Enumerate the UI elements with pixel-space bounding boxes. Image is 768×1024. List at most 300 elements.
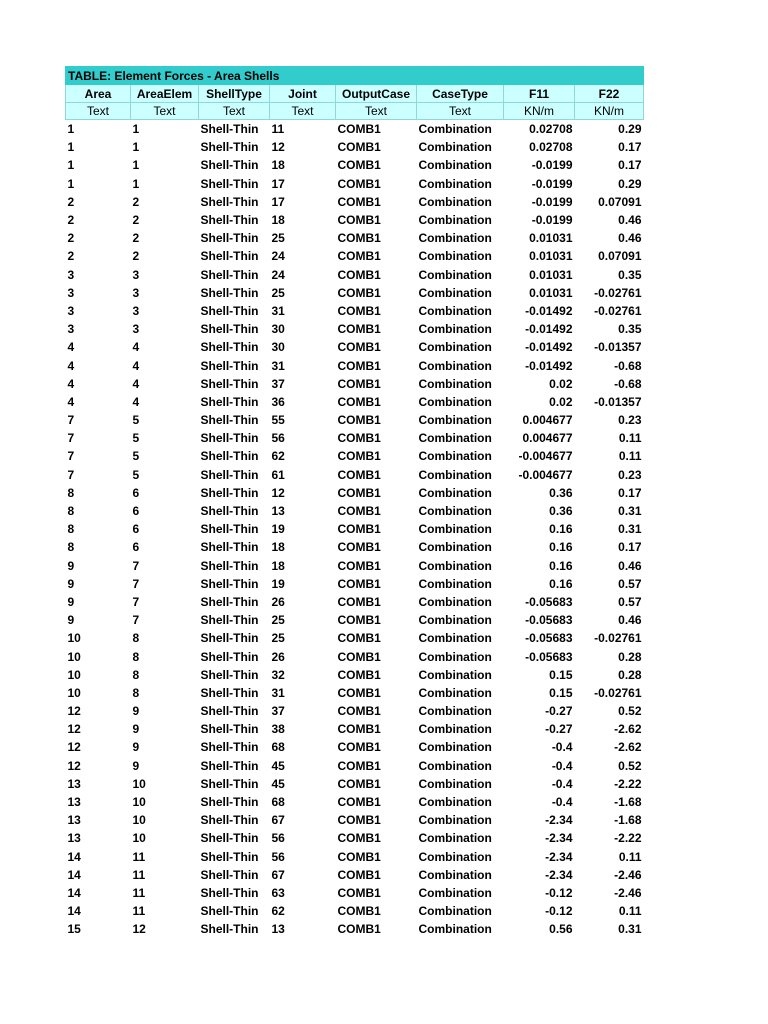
table-row	[66, 647, 644, 665]
f22-cell: 0.11	[618, 449, 642, 464]
joint-cell: 68	[271, 740, 285, 755]
f22-cell: -2.62	[614, 740, 642, 755]
areaelem-cell: 5	[132, 467, 140, 482]
area-cell: 2	[67, 231, 75, 246]
casetype-cell: Combination	[418, 158, 492, 173]
areaelem-cell: 6	[132, 522, 140, 537]
f11-cell: 0.01031	[529, 267, 573, 282]
joint-cell: 25	[271, 285, 285, 300]
area-cell: 4	[67, 376, 75, 391]
area-cell: 14	[67, 885, 81, 900]
table-row	[66, 702, 644, 720]
column-header-area: Area	[66, 85, 131, 103]
shelltype-cell: Shell-Thin	[200, 285, 259, 300]
column-header-outputcase: OutputCase	[336, 85, 417, 103]
f11-cell: -0.004677	[518, 449, 573, 464]
outputcase-cell: COMB1	[337, 431, 381, 446]
area-cell: 9	[67, 613, 75, 628]
f22-cell: -0.02761	[594, 285, 642, 300]
shelltype-cell: Shell-Thin	[200, 576, 259, 591]
area-cell: 7	[67, 449, 75, 464]
f22-cell: 0.17	[618, 485, 642, 500]
f22-cell: 0.35	[618, 322, 642, 337]
joint-cell: 45	[271, 758, 285, 773]
joint-cell: 13	[271, 504, 285, 519]
casetype-cell: Combination	[418, 722, 492, 737]
area-cell: 12	[67, 740, 81, 755]
area-cell: 1	[67, 158, 75, 173]
casetype-cell: Combination	[418, 558, 492, 573]
f22-cell: -2.46	[614, 867, 642, 882]
f22-cell: -1.68	[614, 795, 642, 810]
table-row	[66, 193, 644, 211]
shelltype-cell: Shell-Thin	[200, 431, 259, 446]
table-row	[66, 320, 644, 338]
shelltype-cell: Shell-Thin	[200, 213, 259, 228]
shelltype-cell: Shell-Thin	[200, 413, 259, 428]
shelltype-cell: Shell-Thin	[200, 813, 259, 828]
casetype-cell: Combination	[418, 449, 492, 464]
table-row	[66, 284, 644, 302]
f11-cell: 0.16	[549, 540, 573, 555]
outputcase-cell: COMB1	[337, 558, 381, 573]
f22-cell: -0.68	[614, 376, 642, 391]
f11-cell: -0.01492	[525, 358, 573, 373]
areaelem-cell: 3	[132, 285, 140, 300]
f22-cell: 0.11	[618, 849, 642, 864]
outputcase-cell: COMB1	[337, 795, 381, 810]
areaelem-cell: 3	[132, 322, 140, 337]
f22-cell: -0.02761	[594, 685, 642, 700]
joint-cell: 31	[271, 685, 285, 700]
f11-cell: 0.56	[549, 922, 573, 937]
joint-cell: 31	[271, 303, 285, 318]
table-row	[66, 229, 644, 247]
f11-cell: 0.15	[549, 667, 573, 682]
casetype-cell: Combination	[418, 431, 492, 446]
joint-cell: 13	[271, 922, 285, 937]
casetype-cell: Combination	[418, 685, 492, 700]
casetype-cell: Combination	[418, 140, 492, 155]
joint-cell: 56	[271, 431, 285, 446]
casetype-cell: Combination	[418, 467, 492, 482]
f22-cell: 0.23	[618, 467, 642, 482]
area-cell: 3	[67, 267, 75, 282]
f22-cell: 0.57	[618, 594, 642, 609]
f11-cell: -2.34	[545, 831, 573, 846]
casetype-cell: Combination	[418, 831, 492, 846]
casetype-cell: Combination	[418, 576, 492, 591]
table-row	[66, 502, 644, 520]
table-row	[66, 775, 644, 793]
joint-cell: 67	[271, 867, 285, 882]
joint-cell: 38	[271, 722, 285, 737]
f11-cell: -0.05683	[525, 613, 573, 628]
f11-cell: 0.004677	[522, 431, 573, 446]
f22-cell: 0.46	[618, 613, 642, 628]
areaelem-cell: 11	[132, 867, 146, 882]
outputcase-cell: COMB1	[337, 594, 381, 609]
area-cell: 14	[67, 867, 81, 882]
area-cell: 15	[67, 922, 81, 937]
area-cell: 1	[67, 122, 75, 137]
f11-cell: 0.36	[549, 485, 573, 500]
f11-cell: -0.0199	[531, 176, 573, 191]
area-cell: 12	[67, 704, 81, 719]
outputcase-cell: COMB1	[337, 667, 381, 682]
outputcase-cell: COMB1	[337, 213, 381, 228]
table-row	[66, 211, 644, 229]
column-header-casetype: CaseType	[417, 85, 504, 103]
areaelem-cell: 9	[132, 740, 140, 755]
casetype-cell: Combination	[418, 322, 492, 337]
joint-cell: 62	[271, 904, 285, 919]
joint-cell: 17	[271, 194, 285, 209]
table-row	[66, 920, 644, 938]
outputcase-cell: COMB1	[337, 504, 381, 519]
outputcase-cell: COMB1	[337, 758, 381, 773]
outputcase-cell: COMB1	[337, 722, 381, 737]
area-cell: 3	[67, 285, 75, 300]
casetype-cell: Combination	[418, 631, 492, 646]
shelltype-cell: Shell-Thin	[200, 122, 259, 137]
f22-cell: 0.46	[618, 213, 642, 228]
casetype-cell: Combination	[418, 904, 492, 919]
areaelem-cell: 1	[132, 122, 140, 137]
table-row	[66, 120, 644, 139]
areaelem-cell: 11	[132, 849, 146, 864]
area-cell: 14	[67, 849, 81, 864]
outputcase-cell: COMB1	[337, 522, 381, 537]
area-cell: 9	[67, 558, 75, 573]
outputcase-cell: COMB1	[337, 122, 381, 137]
joint-cell: 62	[271, 449, 285, 464]
shelltype-cell: Shell-Thin	[200, 231, 259, 246]
unit-f11: KN/m	[504, 103, 575, 120]
casetype-cell: Combination	[418, 758, 492, 773]
areaelem-cell: 7	[132, 558, 140, 573]
unit-joint: Text	[270, 103, 336, 120]
area-cell: 12	[67, 758, 81, 773]
outputcase-cell: COMB1	[337, 322, 381, 337]
outputcase-cell: COMB1	[337, 740, 381, 755]
table-row	[66, 575, 644, 593]
joint-cell: 61	[271, 467, 285, 482]
table-row	[66, 720, 644, 738]
shelltype-cell: Shell-Thin	[200, 649, 259, 664]
area-cell: 8	[67, 540, 75, 555]
f11-cell: 0.02708	[529, 122, 573, 137]
joint-cell: 68	[271, 795, 285, 810]
shelltype-cell: Shell-Thin	[200, 922, 259, 937]
joint-cell: 36	[271, 394, 285, 409]
table-row	[66, 538, 644, 556]
areaelem-cell: 2	[132, 213, 140, 228]
areaelem-cell: 4	[132, 340, 140, 355]
areaelem-cell: 2	[132, 231, 140, 246]
f11-cell: -0.004677	[518, 467, 573, 482]
table-row	[66, 375, 644, 393]
table-row	[66, 629, 644, 647]
table-row	[66, 866, 644, 884]
casetype-cell: Combination	[418, 540, 492, 555]
shelltype-cell: Shell-Thin	[200, 776, 259, 791]
outputcase-cell: COMB1	[337, 340, 381, 355]
areaelem-cell: 4	[132, 358, 140, 373]
f22-cell: 0.11	[618, 431, 642, 446]
joint-cell: 12	[271, 140, 285, 155]
f22-cell: -0.02761	[594, 631, 642, 646]
areaelem-cell: 4	[132, 394, 140, 409]
areaelem-cell: 3	[132, 303, 140, 318]
f11-cell: 0.01031	[529, 285, 573, 300]
f11-cell: -0.0199	[531, 194, 573, 209]
joint-cell: 18	[271, 158, 285, 173]
f22-cell: 0.29	[618, 176, 642, 191]
table-row	[66, 338, 644, 356]
f11-cell: -0.0199	[531, 213, 573, 228]
casetype-cell: Combination	[418, 340, 492, 355]
casetype-cell: Combination	[418, 176, 492, 191]
f11-cell: -0.27	[545, 722, 573, 737]
shelltype-cell: Shell-Thin	[200, 504, 259, 519]
areaelem-cell: 7	[132, 613, 140, 628]
joint-cell: 24	[271, 267, 285, 282]
shelltype-cell: Shell-Thin	[200, 540, 259, 555]
areaelem-cell: 4	[132, 376, 140, 391]
shelltype-cell: Shell-Thin	[200, 322, 259, 337]
joint-cell: 18	[271, 213, 285, 228]
outputcase-cell: COMB1	[337, 376, 381, 391]
shelltype-cell: Shell-Thin	[200, 249, 259, 264]
joint-cell: 30	[271, 340, 285, 355]
areaelem-cell: 8	[132, 631, 140, 646]
joint-cell: 11	[271, 122, 285, 137]
table-row	[66, 684, 644, 702]
f22-cell: 0.52	[618, 758, 642, 773]
f22-cell: -0.02761	[594, 303, 642, 318]
table-row	[66, 520, 644, 538]
unit-shelltype: Text	[199, 103, 270, 120]
shelltype-cell: Shell-Thin	[200, 849, 259, 864]
f22-cell: 0.46	[618, 558, 642, 573]
shelltype-cell: Shell-Thin	[200, 522, 259, 537]
joint-cell: 37	[271, 704, 285, 719]
area-cell: 13	[67, 813, 81, 828]
casetype-cell: Combination	[418, 613, 492, 628]
table-row	[66, 902, 644, 920]
casetype-cell: Combination	[418, 249, 492, 264]
area-cell: 1	[67, 140, 75, 155]
joint-cell: 30	[271, 322, 285, 337]
shelltype-cell: Shell-Thin	[200, 685, 259, 700]
areaelem-cell: 9	[132, 722, 140, 737]
areaelem-cell: 7	[132, 594, 140, 609]
casetype-cell: Combination	[418, 504, 492, 519]
areaelem-cell: 8	[132, 667, 140, 682]
areaelem-cell: 9	[132, 704, 140, 719]
units-row	[66, 103, 644, 120]
f11-cell: 0.16	[549, 522, 573, 537]
area-cell: 13	[67, 776, 81, 791]
shelltype-cell: Shell-Thin	[200, 467, 259, 482]
area-cell: 10	[67, 685, 81, 700]
f11-cell: 0.15	[549, 685, 573, 700]
areaelem-cell: 6	[132, 504, 140, 519]
f22-cell: -2.22	[614, 776, 642, 791]
f22-cell: 0.07091	[598, 194, 642, 209]
outputcase-cell: COMB1	[337, 904, 381, 919]
joint-cell: 25	[271, 631, 285, 646]
column-header-areaelem: AreaElem	[131, 85, 199, 103]
areaelem-cell: 5	[132, 431, 140, 446]
f11-cell: -0.4	[551, 758, 573, 773]
table-row	[66, 138, 644, 156]
casetype-cell: Combination	[418, 849, 492, 864]
outputcase-cell: COMB1	[337, 831, 381, 846]
shelltype-cell: Shell-Thin	[200, 267, 259, 282]
f11-cell: 0.01031	[529, 231, 573, 246]
f22-cell: 0.28	[618, 667, 642, 682]
area-cell: 8	[67, 485, 75, 500]
table-row	[66, 811, 644, 829]
areaelem-cell: 6	[132, 540, 140, 555]
f11-cell: -0.12	[545, 885, 573, 900]
casetype-cell: Combination	[418, 704, 492, 719]
table-row	[66, 247, 644, 265]
area-cell: 10	[67, 649, 81, 664]
element-forces-table	[65, 66, 644, 938]
outputcase-cell: COMB1	[337, 649, 381, 664]
table-row	[66, 266, 644, 284]
casetype-cell: Combination	[418, 485, 492, 500]
shelltype-cell: Shell-Thin	[200, 449, 259, 464]
outputcase-cell: COMB1	[337, 485, 381, 500]
joint-cell: 63	[271, 885, 285, 900]
joint-cell: 17	[271, 176, 285, 191]
f11-cell: -0.27	[545, 704, 573, 719]
table-row	[66, 848, 644, 866]
joint-cell: 56	[271, 849, 285, 864]
area-cell: 4	[67, 340, 75, 355]
outputcase-cell: COMB1	[337, 303, 381, 318]
casetype-cell: Combination	[418, 231, 492, 246]
joint-cell: 56	[271, 831, 285, 846]
shelltype-cell: Shell-Thin	[200, 176, 259, 191]
f11-cell: -2.34	[545, 867, 573, 882]
areaelem-cell: 11	[132, 885, 146, 900]
areaelem-cell: 3	[132, 267, 140, 282]
outputcase-cell: COMB1	[337, 449, 381, 464]
joint-cell: 26	[271, 649, 285, 664]
column-header-joint: Joint	[270, 85, 336, 103]
area-cell: 4	[67, 358, 75, 373]
outputcase-cell: COMB1	[337, 176, 381, 191]
area-cell: 4	[67, 394, 75, 409]
f11-cell: -0.4	[551, 740, 573, 755]
table-row	[66, 793, 644, 811]
area-cell: 7	[67, 467, 75, 482]
outputcase-cell: COMB1	[337, 813, 381, 828]
table-row	[66, 411, 644, 429]
table-row	[66, 447, 644, 465]
joint-cell: 12	[271, 485, 285, 500]
area-cell: 9	[67, 576, 75, 591]
f11-cell: -2.34	[545, 813, 573, 828]
outputcase-cell: COMB1	[337, 285, 381, 300]
joint-cell: 45	[271, 776, 285, 791]
table-row	[66, 302, 644, 320]
column-header-f11: F11	[504, 85, 575, 103]
f11-cell: 0.02	[549, 376, 573, 391]
area-cell: 8	[67, 504, 75, 519]
joint-cell: 25	[271, 613, 285, 628]
area-cell: 2	[67, 194, 75, 209]
casetype-cell: Combination	[418, 122, 492, 137]
areaelem-cell: 2	[132, 194, 140, 209]
f11-cell: 0.36	[549, 504, 573, 519]
outputcase-cell: COMB1	[337, 867, 381, 882]
shelltype-cell: Shell-Thin	[200, 795, 259, 810]
area-cell: 13	[67, 795, 81, 810]
table-row	[66, 175, 644, 193]
area-cell: 8	[67, 522, 75, 537]
outputcase-cell: COMB1	[337, 467, 381, 482]
f22-cell: -1.68	[614, 813, 642, 828]
unit-casetype: Text	[417, 103, 504, 120]
area-cell: 10	[67, 631, 81, 646]
f11-cell: 0.004677	[522, 413, 573, 428]
table-body	[66, 120, 644, 939]
areaelem-cell: 2	[132, 249, 140, 264]
unit-outputcase: Text	[336, 103, 417, 120]
outputcase-cell: COMB1	[337, 249, 381, 264]
table-row	[66, 484, 644, 502]
areaelem-cell: 7	[132, 576, 140, 591]
shelltype-cell: Shell-Thin	[200, 140, 259, 155]
f11-cell: -0.05683	[525, 649, 573, 664]
casetype-cell: Combination	[418, 413, 492, 428]
shelltype-cell: Shell-Thin	[200, 485, 259, 500]
casetype-cell: Combination	[418, 922, 492, 937]
table-row	[66, 466, 644, 484]
f22-cell: -0.68	[614, 358, 642, 373]
f22-cell: -2.62	[614, 722, 642, 737]
area-cell: 2	[67, 213, 75, 228]
outputcase-cell: COMB1	[337, 394, 381, 409]
f22-cell: 0.07091	[598, 249, 642, 264]
outputcase-cell: COMB1	[337, 685, 381, 700]
table-row	[66, 884, 644, 902]
element-forces-table-container	[65, 66, 643, 938]
f22-cell: 0.52	[618, 704, 642, 719]
shelltype-cell: Shell-Thin	[200, 904, 259, 919]
areaelem-cell: 10	[132, 813, 146, 828]
shelltype-cell: Shell-Thin	[200, 303, 259, 318]
casetype-cell: Combination	[418, 394, 492, 409]
f22-cell: 0.35	[618, 267, 642, 282]
shelltype-cell: Shell-Thin	[200, 194, 259, 209]
area-cell: 12	[67, 722, 81, 737]
outputcase-cell: COMB1	[337, 631, 381, 646]
f22-cell: -0.01357	[594, 394, 642, 409]
f11-cell: -0.01492	[525, 303, 573, 318]
shelltype-cell: Shell-Thin	[200, 885, 259, 900]
f22-cell: 0.17	[618, 158, 642, 173]
outputcase-cell: COMB1	[337, 704, 381, 719]
outputcase-cell: COMB1	[337, 885, 381, 900]
table-row	[66, 557, 644, 575]
